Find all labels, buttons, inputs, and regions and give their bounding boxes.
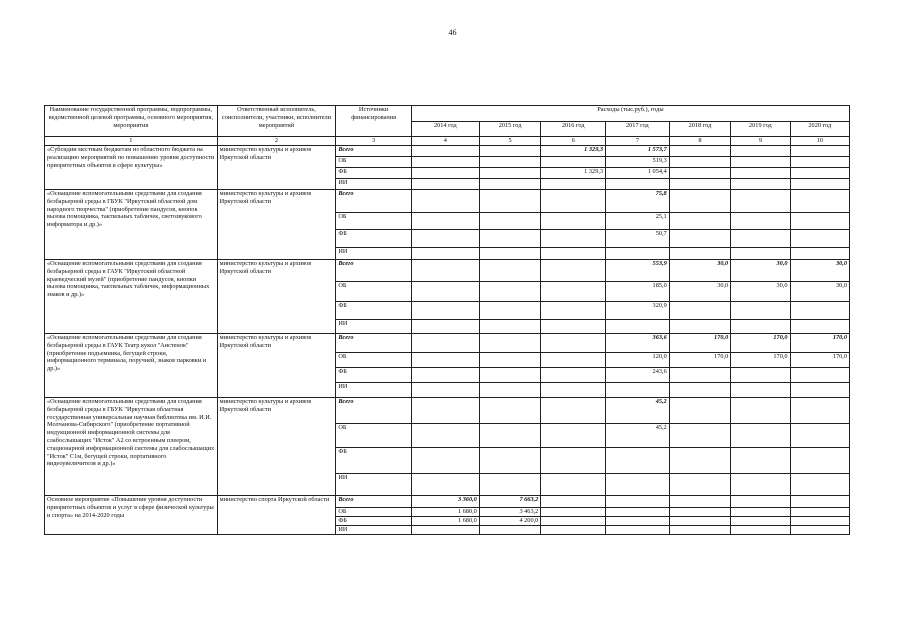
column-number-10: 10 xyxy=(790,137,849,146)
value-cell xyxy=(731,508,790,517)
value-cell xyxy=(541,157,606,168)
value-cell xyxy=(669,383,731,398)
value-cell xyxy=(731,526,790,535)
value-cell xyxy=(790,526,849,535)
value-cell: 25,1 xyxy=(606,213,670,230)
row-name-cell: «Оснащение вспомогательными средствами для создания безбарьерной среды в ГАУК "Иркутский областной краеведческий музей" (приобретение пандусов, кнопки вызова помощника, тактильных табличек, информационных знаков и др.)» xyxy=(45,260,218,334)
value-cell xyxy=(669,168,731,179)
value-cell xyxy=(411,213,479,230)
value-cell xyxy=(669,248,731,260)
value-cell xyxy=(479,320,541,334)
source-label-cell: ОБ xyxy=(336,353,412,368)
value-cell xyxy=(669,157,731,168)
value-cell xyxy=(541,424,606,448)
value-cell xyxy=(411,353,479,368)
value-cell: 30,0 xyxy=(731,260,790,282)
value-cell xyxy=(669,496,731,508)
value-cell: 45,2 xyxy=(606,398,670,424)
value-cell xyxy=(790,424,849,448)
value-cell xyxy=(541,496,606,508)
value-cell xyxy=(411,424,479,448)
value-cell: 243,6 xyxy=(606,368,670,383)
value-cell xyxy=(731,146,790,157)
value-cell xyxy=(669,179,731,190)
value-cell xyxy=(790,496,849,508)
header-year-4: 2017 год xyxy=(606,121,670,137)
value-cell xyxy=(479,302,541,320)
column-numbers-row xyxy=(45,137,850,146)
value-cell: 1 680,0 xyxy=(411,508,479,517)
header-year-7: 2020 год xyxy=(790,121,849,137)
row-name-cell: Основное мероприятие «Повышение уровня доступности приоритетных объектов и услуг в сфере физической культуры и спорта» на 2014-2020 годы xyxy=(45,496,218,535)
value-cell xyxy=(731,368,790,383)
row-executor-cell: министерство культуры и архивов Иркутской области xyxy=(217,190,336,260)
value-cell xyxy=(731,474,790,496)
column-number-1: 1 xyxy=(45,137,218,146)
value-cell xyxy=(541,508,606,517)
value-cell: 30,0 xyxy=(790,260,849,282)
header-executor-cell: Ответственный исполнитель, соисполнители, участники, исполнители мероприятий xyxy=(217,106,336,137)
source-label-cell: ФБ xyxy=(336,517,412,526)
value-cell xyxy=(606,320,670,334)
value-cell xyxy=(731,302,790,320)
value-cell xyxy=(606,517,670,526)
header-year-6: 2019 год xyxy=(731,121,790,137)
value-cell: 1 329,3 xyxy=(541,168,606,179)
source-label-cell: ФБ xyxy=(336,230,412,248)
source-label-cell: Всего xyxy=(336,146,412,157)
value-cell: 1 329,3 xyxy=(541,146,606,157)
value-cell xyxy=(790,213,849,230)
value-cell: 30,0 xyxy=(790,282,849,302)
value-cell: 1 680,0 xyxy=(411,517,479,526)
value-cell xyxy=(606,179,670,190)
row-name-cell: «Оснащение вспомогательными средствами для создания безбарьерной среды в ГБУК "Иркутский областной дом народного творчества" (приобретение пандусов, кнопок вызова помощника, тактильных табличек, светозвукового информатора и др.)» xyxy=(45,190,218,260)
column-number-4: 4 xyxy=(411,137,479,146)
value-cell: 185,0 xyxy=(606,282,670,302)
value-cell xyxy=(541,320,606,334)
value-cell xyxy=(731,190,790,213)
value-cell: 553,9 xyxy=(606,260,670,282)
table-row xyxy=(45,334,850,353)
value-cell xyxy=(541,517,606,526)
value-cell xyxy=(790,517,849,526)
row-executor-cell: министерство культуры и архивов Иркутской области xyxy=(217,398,336,496)
value-cell: 170,0 xyxy=(669,334,731,353)
header-year-2: 2015 год xyxy=(479,121,541,137)
value-cell xyxy=(790,179,849,190)
value-cell: 519,3 xyxy=(606,157,670,168)
page-number: 46 xyxy=(448,28,457,37)
value-cell: 4 200,0 xyxy=(479,517,541,526)
value-cell xyxy=(411,260,479,282)
source-label-cell: ИИ xyxy=(336,383,412,398)
row-executor-cell: министерство культуры и архивов Иркутской области xyxy=(217,334,336,398)
source-label-cell: Всего xyxy=(336,398,412,424)
value-cell xyxy=(541,213,606,230)
column-number-7: 7 xyxy=(606,137,670,146)
value-cell xyxy=(479,526,541,535)
source-label-cell: Всего xyxy=(336,334,412,353)
value-cell xyxy=(790,398,849,424)
value-cell xyxy=(479,213,541,230)
value-cell xyxy=(411,190,479,213)
value-cell xyxy=(790,508,849,517)
value-cell xyxy=(411,448,479,474)
source-label-cell: ОБ xyxy=(336,157,412,168)
value-cell: 45,2 xyxy=(606,424,670,448)
value-cell xyxy=(790,474,849,496)
table-row xyxy=(45,398,850,424)
value-cell xyxy=(479,146,541,157)
table-row xyxy=(45,496,850,508)
column-number-5: 5 xyxy=(479,137,541,146)
value-cell xyxy=(606,383,670,398)
source-label-cell: ФБ xyxy=(336,168,412,179)
value-cell xyxy=(411,168,479,179)
value-cell xyxy=(790,302,849,320)
value-cell xyxy=(479,448,541,474)
value-cell xyxy=(479,179,541,190)
value-cell xyxy=(411,302,479,320)
value-cell xyxy=(411,282,479,302)
value-cell xyxy=(479,424,541,448)
value-cell xyxy=(411,179,479,190)
value-cell xyxy=(669,508,731,517)
value-cell xyxy=(669,368,731,383)
value-cell xyxy=(606,508,670,517)
value-cell: 50,7 xyxy=(606,230,670,248)
value-cell xyxy=(731,230,790,248)
value-cell xyxy=(790,168,849,179)
value-cell xyxy=(541,302,606,320)
source-label-cell: ИИ xyxy=(336,320,412,334)
value-cell xyxy=(790,190,849,213)
value-cell xyxy=(669,526,731,535)
value-cell: 1 054,4 xyxy=(606,168,670,179)
value-cell: 3 360,0 xyxy=(411,496,479,508)
value-cell xyxy=(411,230,479,248)
value-cell xyxy=(411,474,479,496)
value-cell xyxy=(790,368,849,383)
value-cell xyxy=(731,168,790,179)
value-cell xyxy=(479,398,541,424)
value-cell xyxy=(669,398,731,424)
value-cell: 7 663,2 xyxy=(479,496,541,508)
value-cell xyxy=(731,517,790,526)
value-cell xyxy=(541,368,606,383)
value-cell xyxy=(479,230,541,248)
value-cell xyxy=(479,368,541,383)
value-cell xyxy=(411,398,479,424)
column-number-2: 2 xyxy=(217,137,336,146)
value-cell: 363,6 xyxy=(606,334,670,353)
value-cell xyxy=(669,302,731,320)
value-cell xyxy=(479,353,541,368)
value-cell xyxy=(669,320,731,334)
value-cell xyxy=(606,526,670,535)
value-cell xyxy=(790,146,849,157)
column-number-3: 3 xyxy=(336,137,412,146)
value-cell xyxy=(541,260,606,282)
value-cell xyxy=(541,248,606,260)
value-cell xyxy=(479,157,541,168)
value-cell xyxy=(790,383,849,398)
header-expenses-cell: Расходы (тыс.руб.), годы xyxy=(411,106,849,122)
value-cell xyxy=(411,320,479,334)
value-cell xyxy=(411,334,479,353)
value-cell xyxy=(541,448,606,474)
value-cell xyxy=(541,282,606,302)
value-cell xyxy=(411,383,479,398)
header-sources-cell: Источники финансирования xyxy=(336,106,412,137)
source-label-cell: ОБ xyxy=(336,508,412,517)
value-cell xyxy=(606,496,670,508)
value-cell xyxy=(606,448,670,474)
value-cell xyxy=(669,230,731,248)
table-body xyxy=(45,106,850,535)
header-name-cell: Наименование государственной программы, подпрограммы, ведомственной целевой программы, основного мероприятия, мероприятия xyxy=(45,106,218,137)
value-cell xyxy=(606,248,670,260)
value-cell xyxy=(411,248,479,260)
table-row xyxy=(45,146,850,157)
value-cell xyxy=(479,260,541,282)
source-label-cell: Всего xyxy=(336,260,412,282)
source-label-cell: ОБ xyxy=(336,213,412,230)
value-cell: 170,0 xyxy=(790,334,849,353)
value-cell: 3 463,2 xyxy=(479,508,541,517)
header-year-1: 2014 год xyxy=(411,121,479,137)
value-cell xyxy=(479,334,541,353)
value-cell xyxy=(479,248,541,260)
value-cell xyxy=(541,526,606,535)
source-label-cell: Всего xyxy=(336,190,412,213)
value-cell xyxy=(606,474,670,496)
header-year-5: 2018 год xyxy=(669,121,731,137)
value-cell xyxy=(790,320,849,334)
source-label-cell: ФБ xyxy=(336,302,412,320)
value-cell xyxy=(731,496,790,508)
source-label-cell: ФБ xyxy=(336,448,412,474)
value-cell xyxy=(479,190,541,213)
value-cell xyxy=(479,282,541,302)
source-label-cell: ИИ xyxy=(336,248,412,260)
header-row-top xyxy=(45,106,850,122)
source-label-cell: ИИ xyxy=(336,526,412,535)
value-cell xyxy=(541,334,606,353)
value-cell xyxy=(479,168,541,179)
value-cell xyxy=(479,474,541,496)
value-cell xyxy=(411,368,479,383)
value-cell: 1 573,7 xyxy=(606,146,670,157)
table-row xyxy=(45,190,850,213)
value-cell xyxy=(731,248,790,260)
value-cell xyxy=(541,190,606,213)
value-cell xyxy=(541,398,606,424)
value-cell xyxy=(731,448,790,474)
value-cell: 170,0 xyxy=(669,353,731,368)
value-cell: 75,8 xyxy=(606,190,670,213)
row-executor-cell: министерство спорта Иркутской области xyxy=(217,496,336,535)
column-number-9: 9 xyxy=(731,137,790,146)
value-cell: 30,0 xyxy=(669,260,731,282)
value-cell xyxy=(731,320,790,334)
value-cell xyxy=(669,146,731,157)
value-cell xyxy=(541,383,606,398)
source-label-cell: ОБ xyxy=(336,282,412,302)
value-cell xyxy=(669,448,731,474)
value-cell: 320,9 xyxy=(606,302,670,320)
value-cell xyxy=(669,517,731,526)
value-cell: 170,0 xyxy=(790,353,849,368)
row-name-cell: «Оснащение вспомогательными средствами для создания безбарьерной среды в ГАУК Театр кукол "Аистенок"(приобретение подъемника, бегущей строки, информационного терминала, поручней, знаков парковки и др.)» xyxy=(45,334,218,398)
value-cell xyxy=(669,424,731,448)
value-cell xyxy=(541,179,606,190)
value-cell xyxy=(411,146,479,157)
value-cell xyxy=(541,474,606,496)
source-label-cell: Всего xyxy=(336,496,412,508)
value-cell xyxy=(669,213,731,230)
financing-table xyxy=(44,105,850,535)
value-cell xyxy=(731,213,790,230)
source-label-cell: ОБ xyxy=(336,424,412,448)
value-cell xyxy=(790,248,849,260)
value-cell xyxy=(731,179,790,190)
row-executor-cell: министерство культуры и архивов Иркутской области xyxy=(217,146,336,190)
value-cell: 120,0 xyxy=(606,353,670,368)
value-cell xyxy=(479,383,541,398)
value-cell xyxy=(669,474,731,496)
value-cell: 170,0 xyxy=(731,353,790,368)
column-number-8: 8 xyxy=(669,137,731,146)
column-number-6: 6 xyxy=(541,137,606,146)
value-cell xyxy=(411,157,479,168)
row-name-cell: «Оснащение вспомогательными средствами для создания безбарьерной среды в ГБУК "Иркутская областная государственная универсальная научная библиотека им. И.И. Молчанова-Сибирского" (приобретение портативной индукционной информационной системы для слабослышащих "Исток" А2 со встроенным плеером, стационарной информационной системы для слабослышащих "Исток" С1м, бегущей строки, портативного видеоувеличителя и др.)» xyxy=(45,398,218,496)
value-cell xyxy=(731,424,790,448)
table-row xyxy=(45,260,850,282)
value-cell xyxy=(790,157,849,168)
source-label-cell: ФБ xyxy=(336,368,412,383)
value-cell xyxy=(790,448,849,474)
value-cell xyxy=(790,230,849,248)
value-cell: 30,0 xyxy=(669,282,731,302)
row-name-cell: «Субсидии местным бюджетам из областного бюджета на реализацию мероприятий по повышению уровня доступности приоритетных объектов в сфере культуры» xyxy=(45,146,218,190)
value-cell: 170,0 xyxy=(731,334,790,353)
value-cell xyxy=(731,383,790,398)
value-cell xyxy=(731,398,790,424)
value-cell xyxy=(731,157,790,168)
value-cell xyxy=(411,526,479,535)
header-year-3: 2016 год xyxy=(541,121,606,137)
row-executor-cell: министерство культуры и архивов Иркутской области xyxy=(217,260,336,334)
value-cell xyxy=(669,190,731,213)
value-cell xyxy=(541,230,606,248)
source-label-cell: ИИ xyxy=(336,474,412,496)
value-cell: 30,0 xyxy=(731,282,790,302)
value-cell xyxy=(541,353,606,368)
source-label-cell: ИИ xyxy=(336,179,412,190)
